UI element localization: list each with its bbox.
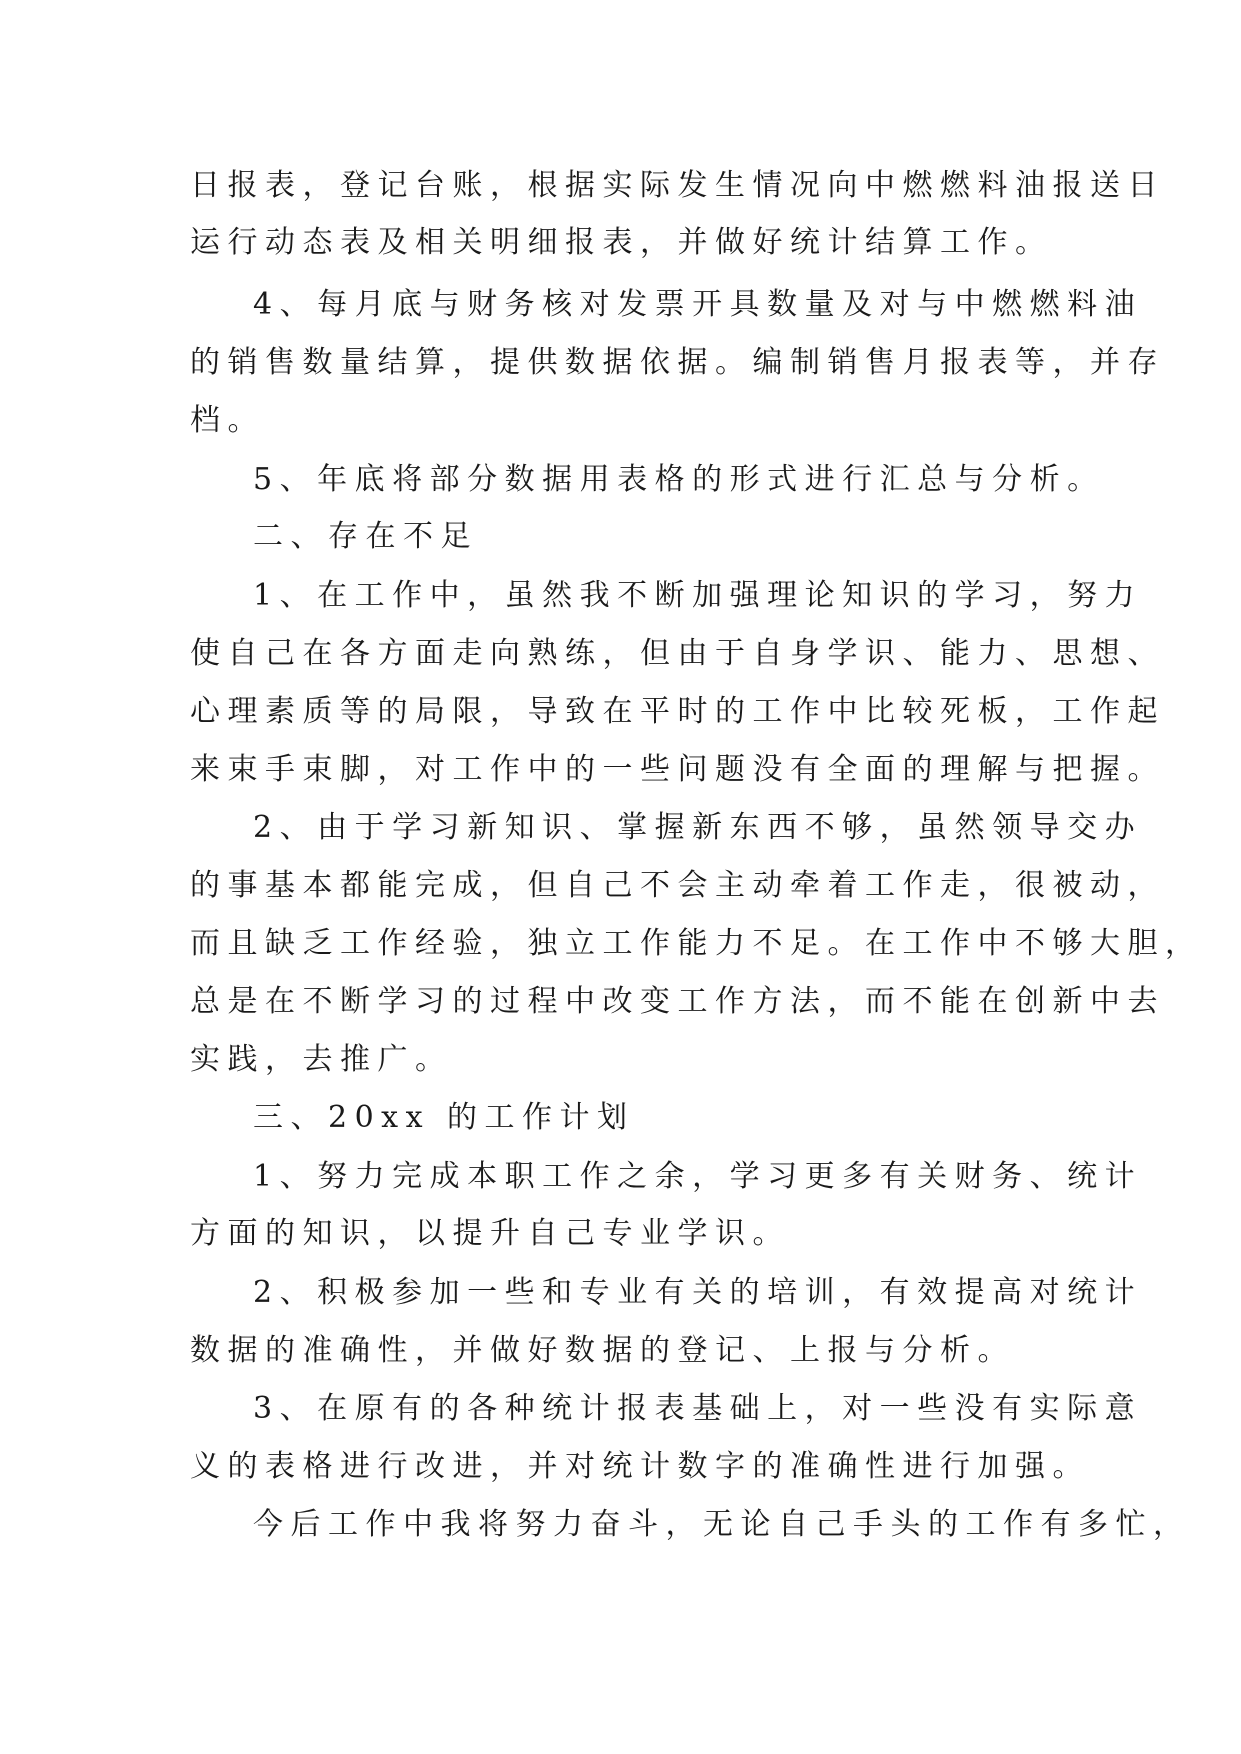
text-line: 的事基本都能完成，但自己不会主动牵着工作走，很被动， bbox=[190, 868, 1165, 903]
text-line: 2、积极参加一些和专业有关的培训，有效提高对统计 bbox=[253, 1275, 1143, 1310]
text-line: 2、由于学习新知识、掌握新东西不够，虽然领导交办 bbox=[253, 810, 1143, 845]
text-line: 档。 bbox=[190, 403, 265, 438]
text-line: 日报表，登记台账，根据实际发生情况向中燃燃料油报送日 bbox=[190, 168, 1165, 203]
text-line: 实践，去推广。 bbox=[190, 1042, 453, 1077]
text-line: 心理素质等的局限，导致在平时的工作中比较死板，工作起 bbox=[190, 694, 1165, 729]
text-line: 4、每月底与财务核对发票开具数量及对与中燃燃料油 bbox=[253, 287, 1143, 322]
text-line: 而且缺乏工作经验，独立工作能力不足。在工作中不够大胆， bbox=[190, 926, 1203, 961]
text-line: 3、在原有的各种统计报表基础上，对一些没有实际意 bbox=[253, 1391, 1143, 1426]
text-line: 1、努力完成本职工作之余，学习更多有关财务、统计 bbox=[253, 1159, 1143, 1194]
text-line: 运行动态表及相关明细报表，并做好统计结算工作。 bbox=[190, 225, 1053, 260]
text-line: 义的表格进行改进，并对统计数字的准确性进行加强。 bbox=[190, 1449, 1090, 1484]
text-line: 方面的知识，以提升自己专业学识。 bbox=[190, 1216, 790, 1251]
text-line: 1、在工作中，虽然我不断加强理论知识的学习，努力 bbox=[253, 578, 1143, 613]
text-line: 5、年底将部分数据用表格的形式进行汇总与分析。 bbox=[253, 462, 1105, 497]
text-line: 总是在不断学习的过程中改变工作方法，而不能在创新中去 bbox=[190, 984, 1165, 1019]
text-line: 数据的准确性，并做好数据的登记、上报与分析。 bbox=[190, 1333, 1015, 1368]
section-heading: 三、20xx 的工作计划 bbox=[253, 1100, 635, 1135]
text-line: 今后工作中我将努力奋斗，无论自己手头的工作有多忙， bbox=[253, 1507, 1191, 1542]
text-line: 使自己在各方面走向熟练，但由于自身学识、能力、思想、 bbox=[190, 636, 1165, 671]
text-line: 来束手束脚，对工作中的一些问题没有全面的理解与把握。 bbox=[190, 752, 1165, 787]
section-heading: 二、存在不足 bbox=[253, 519, 478, 554]
text-line: 的销售数量结算，提供数据依据。编制销售月报表等，并存 bbox=[190, 345, 1165, 380]
